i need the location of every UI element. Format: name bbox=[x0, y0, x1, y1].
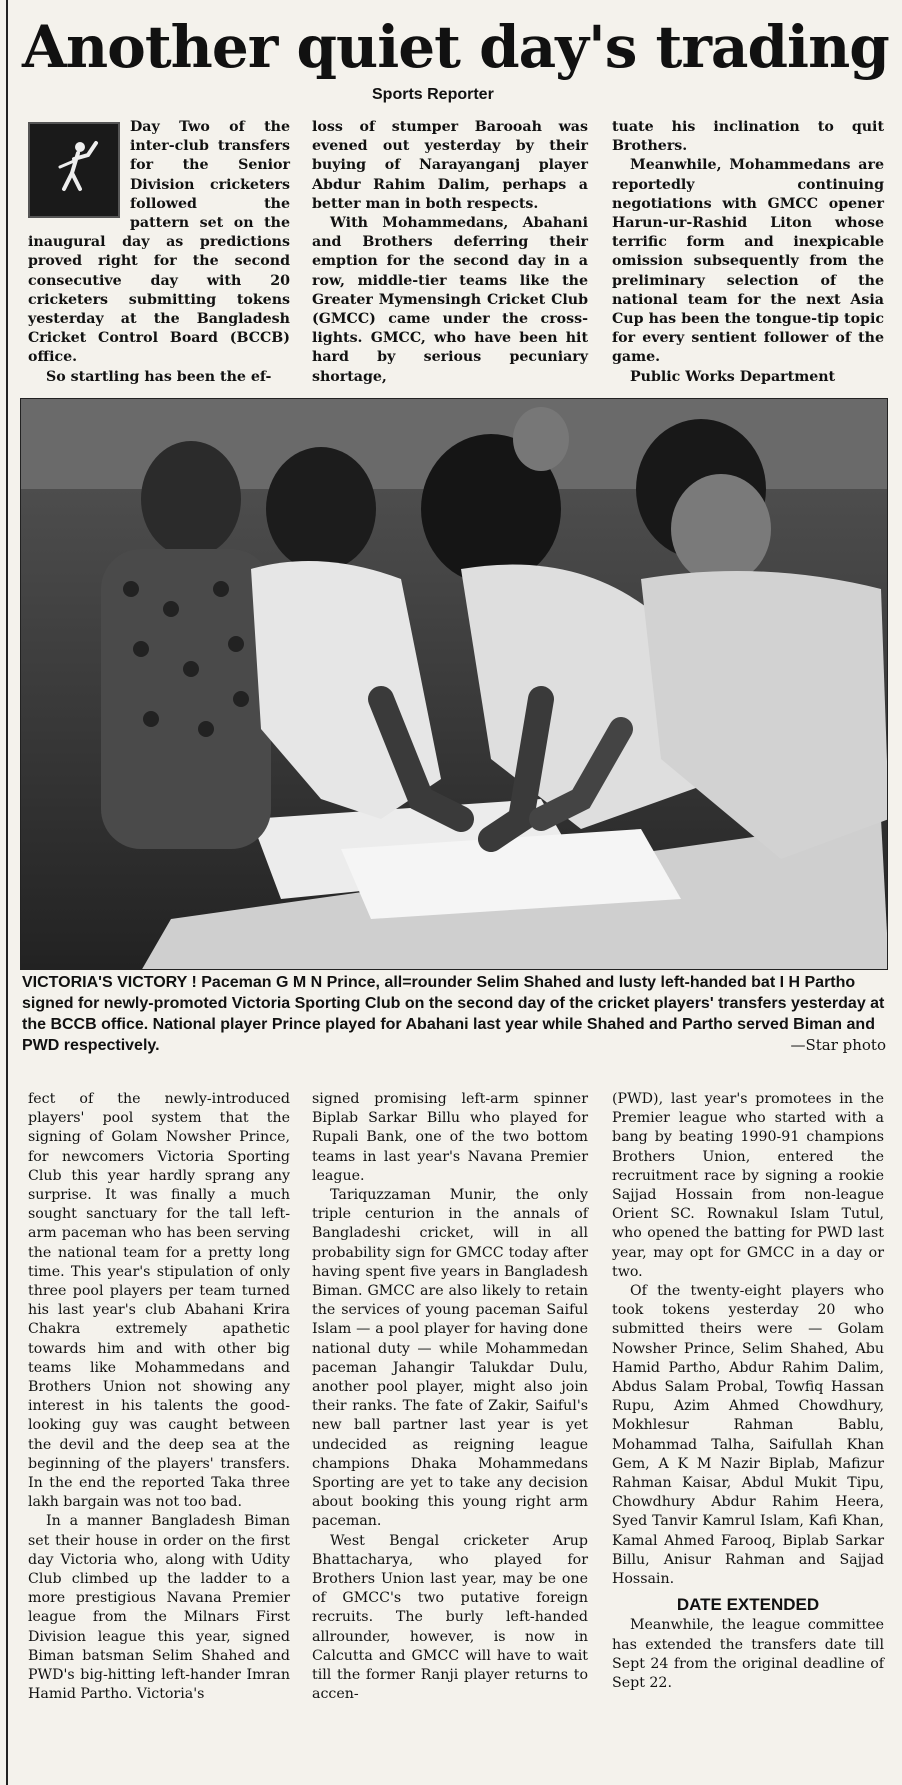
paragraph: West Bengal cricketer Arup Bhattacharya, who played for Brothers Union last year, may be one of GMCC's two putative foreign recruits. The burly left-handed allrounder, however, is now in Calcutta and GMCC will have to wait till the former Ranji player returns to accen- bbox=[312, 1532, 588, 1703]
article-column-top-3 bbox=[612, 118, 884, 387]
paragraph: In a manner Bangladesh Biman set their house in order on the first day Victoria who, along with Udity Club climbed up the ladder to a more prestigious Navana Premier league from the Milnars First Division league this year, signed Biman batsman Selim Shahed and PWD's big-hitting left-hander Imran Hamid Partho. Victoria's bbox=[28, 1513, 290, 1703]
article-column-top-1 bbox=[28, 118, 290, 387]
article-column-bottom-1 bbox=[28, 1090, 290, 1705]
paragraph: tuate his inclination to quit Brothers. bbox=[612, 119, 884, 155]
paragraph: So startling has been the ef- bbox=[46, 368, 272, 385]
paragraph: With Mohammedans, Abahani and Brothers deferring their emption for the second day in a row, middle-tier teams like the Greater Mymensingh Cricket Club (GMCC) came under the cross-lights. GMCC, who have been hit hard by serious pecuniary shortage, bbox=[312, 215, 588, 385]
news-photo bbox=[20, 398, 888, 970]
cricket-batsman-icon bbox=[28, 122, 120, 218]
paragraph: fect of the newly-introduced players' pool system that the signing of Golam Nowsher Prince, for newcomers Victoria Sporting Club this year hardly sprang any surprise. It was finally a much sought sanctuary for the tall left-arm paceman who has been serving the national team for a pretty long time. This year's stipulation of only three pool players per team turned his last year's club Abahani Krira Chakra extremely apathetic towards him and with other big teams like Mohammedans and Brothers Union not showing any interest in his talents the good-looking guy was caught between the devil and the deep sea at the beginning of the players' transfers. In the end the reported Taka three lakh bargain was not too bad. bbox=[28, 1091, 290, 1511]
photo-credit: —Star photo bbox=[790, 1036, 886, 1054]
article-column-bottom-2 bbox=[312, 1090, 588, 1705]
paragraph: Day Two of the inter-club transfers for the Senior Division cricketers followed the pattern set on the inaugural day as predictions proved right for the second consecutive day with 20 cricketers submitting tokens yesterday at the Bangladesh Cricket Control Board (BCCB) office. bbox=[28, 119, 290, 366]
paragraph: Meanwhile, the league committee has extended the transfers date till Sept 24 from the original deadline of Sept 22. bbox=[612, 1617, 884, 1692]
paragraph: (PWD), last year's promotees in the Premier league who started with a bang by beating 1990-91 champions Brothers Union, entered the recruitment race by signing a rookie Sajjad Hossain from non-league Orient SC. Rownakul Islam Tutul, who opened the batting for PWD last year, may opt for GMCC in a day or two. bbox=[612, 1091, 884, 1280]
article-column-top-2 bbox=[312, 118, 588, 387]
paragraph: Of the twenty-eight players who took tokens yesterday 20 who submitted theirs were — Golam Nowsher Prince, Selim Shahed, Abu Hamid Partho, Abdur Rahim Dalim, Abdus Salam Probal, Towfiq Hassan Rupu, Azim Ahmed Chowdhury, Mokhlesur Rahman Bablu, Mohammad Talha, Saifullah Khan Gem, A K M Nazir Biplab, Mafizur Rahman Kaisar, Abdul Mukit Tipu, Chowdhury Abdur Rahim Heera, Syed Tanvir Kamrul Islam, Kafi Khan, Kamal Ahmed Farooq, Biplab Sarkar Billu, Anisur Rahman and Sajjad Hossain. bbox=[612, 1283, 884, 1588]
subheading: DATE EXTENDED bbox=[676, 1595, 820, 1615]
paragraph: Tariquzzaman Munir, the only triple centurion in the annals of Bangladeshi cricket, will in all probability sign for GMCC today after having spent five years in Bangladesh Biman. GMCC are also likely to retain the services of young paceman Saiful Islam — a pool player for having done national duty — while Mohammedan paceman Jahangir Talukdar Dulu, another pool player, might also join their ranks. The fate of Zakir, Saiful's new ball partner last year is yet undecided as reigning league champions Dhaka Mohammedans Sporting are yet to take any decision about booking this young right arm paceman. bbox=[312, 1187, 588, 1530]
headline: Another quiet day's trading bbox=[22, 13, 889, 81]
paragraph: Meanwhile, Mohammedans are reportedly continuing negotiations with GMCC opener Harun-ur-Rashid Liton whose terrific form and inexpicable omission subsequently from the preliminary selection of the national team for the next Asia Cup has been the tongue-tip topic for every sentient follower of the game. bbox=[612, 157, 884, 366]
caption-text: VICTORIA'S VICTORY ! Paceman G M N Prince, all=rounder Selim Shahed and lusty left-handed bat I H Partho signed for newly-promoted Victoria Sporting Club on the second day of the cricket players' transfers yesterday at the BCCB office. National player Prince played for Abahani last year while Shahed and Partho served Biman and PWD respectively. bbox=[22, 974, 885, 1054]
paragraph: Public Works Department bbox=[630, 368, 836, 385]
paragraph: loss of stumper Barooah was evened out yesterday by their buying of Narayanganj player Abdur Rahim Dalim, perhaps a better man in both respects. bbox=[312, 119, 588, 212]
photo-caption bbox=[22, 972, 886, 1056]
paragraph: signed promising left-arm spinner Biplab Sarkar Billu who played for Rupali Bank, one of the two bottom teams in last year's Navana Premier league. bbox=[312, 1091, 588, 1184]
article-column-bottom-3 bbox=[612, 1090, 884, 1693]
byline: Sports Reporter bbox=[372, 86, 494, 103]
